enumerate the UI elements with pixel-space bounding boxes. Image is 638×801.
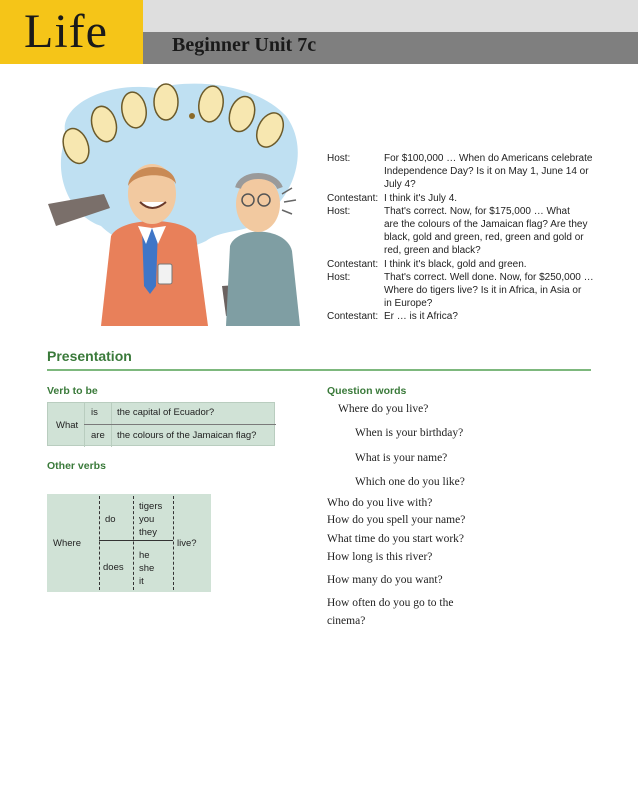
column-divider: [111, 403, 112, 447]
dialogue-text-line: Where do tigers live? Is it in Africa, in Asia or: [384, 285, 582, 297]
table-cell-where: Where: [53, 538, 81, 549]
dialogue-text-line: That's correct. Now, for $175,000 … What: [384, 205, 570, 217]
speaker-label: Contestant:: [327, 311, 379, 323]
quiz-dialogue: [327, 152, 597, 324]
question-item: What is your name?: [355, 452, 448, 464]
dialogue-text-line: That's correct. Well done. Now, for $250,000 …: [384, 271, 594, 283]
table-cell-aux: do: [105, 514, 116, 525]
dialogue-text: [384, 271, 597, 311]
quiz-show-illustration: [46, 76, 308, 326]
life-logo: [0, 0, 143, 64]
dialogue-text-line: are the colours of the Jamaican flag? Are they: [384, 219, 588, 231]
dialogue-line: [327, 258, 597, 271]
question-item: Where do you live?: [338, 403, 429, 415]
table-cell-subject: it: [139, 576, 144, 587]
question-item: What time do you start work?: [327, 533, 465, 545]
dialogue-text-line: I think it's black, gold and green.: [384, 258, 527, 270]
speaker-label: Host:: [327, 271, 351, 283]
verb-to-be-heading: Verb to be: [47, 385, 98, 397]
dialogue-line: [327, 205, 597, 258]
question-item: Which one do you like?: [355, 476, 465, 488]
table-cell-rest: the colours of the Jamaican flag?: [117, 430, 257, 441]
dialogue-text-line: For $100,000 … When do Americans celebrate: [384, 153, 593, 164]
header-top-band: [143, 0, 638, 32]
question-item: When is your birthday?: [355, 427, 464, 439]
column-divider: [133, 496, 134, 590]
row-divider: [84, 424, 276, 425]
section-title: Presentation: [47, 348, 132, 364]
speaker-label: Contestant:: [327, 258, 379, 270]
table-cell-subject: she: [139, 563, 155, 574]
dialogue-text-line: I think it's July 4.: [384, 192, 458, 204]
column-divider: [173, 496, 174, 590]
question-item: How do you spell your name?: [327, 514, 466, 526]
table-cell-verb: live?: [177, 538, 197, 549]
dialogue-text-line: black, gold and green, red, green and gold or: [384, 232, 584, 244]
dialogue-text-line: Independence Day? Is it on May 1, June 14 or: [384, 166, 589, 178]
dialogue-line: [327, 192, 597, 205]
dialogue-text-line: Er … is it Africa?: [384, 311, 458, 323]
question-item: Who do you live with?: [327, 497, 433, 509]
question-words-heading: Question words: [327, 385, 407, 397]
dialogue-text-line: red, green and black?: [384, 245, 481, 257]
table-cell-what: What: [56, 420, 79, 431]
table-cell-subject: you: [139, 514, 155, 525]
question-item: How many do you want?: [327, 574, 443, 586]
speaker-label: Contestant:: [327, 192, 379, 204]
dialogue-text: [384, 258, 597, 271]
dialogue-text-line: in Europe?: [384, 298, 433, 310]
table-cell-aux: does: [103, 562, 124, 573]
dialogue-text: [384, 152, 597, 192]
table-cell-subject: they: [139, 527, 157, 538]
question-item: cinema?: [327, 615, 366, 627]
dialogue-line: [327, 271, 597, 311]
verb-to-be-table: [47, 402, 275, 446]
dialogue-text: [384, 205, 597, 258]
logo-text: Life: [24, 5, 108, 58]
table-cell-rest: the capital of Ecuador?: [117, 407, 215, 418]
quiz-show-drawing: [46, 76, 308, 326]
table-cell-verb: are: [91, 430, 105, 441]
section-divider: [47, 369, 591, 371]
table-cell-subject: tigers: [139, 501, 163, 512]
table-cell-verb: is: [91, 407, 98, 418]
unit-title: Beginner Unit 7c: [172, 34, 317, 56]
question-item: How often do you go to the: [327, 597, 454, 609]
dialogue-line: [327, 152, 597, 192]
dialogue-text: [384, 310, 597, 323]
speaker-label: Host:: [327, 205, 351, 217]
dialogue-line: [327, 310, 597, 323]
table-cell-subject: he: [139, 550, 150, 561]
dialogue-text-line: July 4?: [384, 179, 416, 191]
question-item: How long is this river?: [327, 551, 433, 563]
column-divider: [84, 403, 85, 447]
row-divider: [99, 540, 173, 541]
column-divider: [99, 496, 100, 590]
speaker-label: Host:: [327, 153, 351, 164]
dialogue-text: [384, 192, 597, 205]
other-verbs-heading: Other verbs: [47, 460, 106, 472]
other-verbs-table: [47, 494, 211, 592]
